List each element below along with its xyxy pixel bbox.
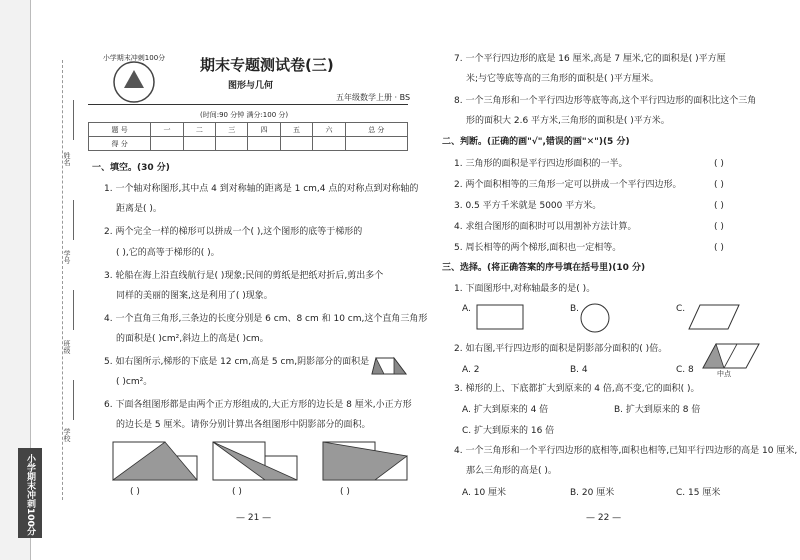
- name-label: 姓名: [63, 152, 71, 166]
- q1-line2: 距离是( )。: [116, 204, 162, 214]
- score-head: 题 号: [89, 123, 151, 137]
- judge-3-paren[interactable]: ( ): [714, 201, 724, 211]
- score-cell[interactable]: [345, 137, 407, 151]
- score-head: 四: [248, 123, 280, 137]
- score-cell[interactable]: [313, 137, 345, 151]
- choice-1-circle: [580, 303, 610, 333]
- choice-1-rectangle: [476, 304, 524, 330]
- choice-4-line1: 4. 一个三角形和一个平行四边形的底相等,面积也相等,已知平行四边形的高是 10 厘米,: [454, 446, 798, 456]
- choice-1-opt-c[interactable]: C.: [676, 304, 686, 314]
- judge-5-paren[interactable]: ( ): [714, 243, 724, 253]
- judge-3: 3. 0.5 平方千米就是 5000 平方米。: [454, 201, 602, 211]
- q8-line2: 形的面积大 2.6 平方米,三角形的面积是( )平方米。: [466, 116, 670, 126]
- score-cell[interactable]: [151, 137, 183, 151]
- judge-2: 2. 两个面积相等的三角形一定可以拼成一个平行四边形。: [454, 180, 682, 190]
- q6-figure-3: [322, 441, 408, 481]
- section-choice: 三、选择。(将正确答案的序号填在括号里)(10 分): [442, 263, 646, 273]
- page-subtitle: 图形与几何: [228, 81, 274, 91]
- choice-4-opt-a[interactable]: A. 10 厘米: [462, 488, 507, 498]
- choice-3: 3. 梯形的上、下底都扩大到原来的 4 倍,高不变,它的面积( )。: [454, 384, 700, 394]
- q6-figure-1: [112, 441, 198, 481]
- q6-line1: 6. 下面各组图形都是由两个正方形组成的,大正方形的边长是 8 厘米,小正方形: [104, 400, 412, 410]
- q1-line1: 1. 一个轴对称图形,其中点 4 到对称轴的距离是 1 cm,4 点的对称点到对称轴的: [104, 184, 419, 194]
- q7-line2: 米;与它等底等高的三角形的面积是( )平方厘米。: [466, 74, 659, 84]
- choice-2-opt-b[interactable]: B. 4: [570, 365, 588, 375]
- q6-answer-1[interactable]: ( ): [130, 487, 140, 497]
- q4-line2: 的面积是( )cm²,斜边上的高是( )cm。: [116, 334, 269, 344]
- score-head: 二: [183, 123, 215, 137]
- choice-1-parallelogram: [688, 304, 740, 330]
- page-number-left: — 21 —: [236, 513, 272, 523]
- judge-5: 5. 周长相等的两个梯形,面积也一定相等。: [454, 243, 622, 253]
- judge-4: 4. 求组合图形的面积时可以用割补方法计算。: [454, 222, 637, 232]
- choice-3-opt-c[interactable]: C. 扩大到原来的 16 倍: [462, 426, 555, 436]
- score-cell[interactable]: [280, 137, 312, 151]
- class-label: 班级: [63, 340, 71, 354]
- q2-line2: ( ),它的高等于梯形的( )。: [116, 248, 220, 258]
- q6-figure-2: [212, 441, 298, 481]
- score-head: 三: [216, 123, 248, 137]
- q5-line2: ( )cm²。: [116, 377, 153, 387]
- logo-graphic: [100, 52, 168, 104]
- choice-4-line2: 那么三角形的高是( )。: [466, 466, 557, 476]
- score-head: 一: [151, 123, 183, 137]
- student-id-label: 学号: [63, 250, 71, 264]
- choice-1: 1. 下面图形中,对称轴最多的是( )。: [454, 284, 596, 294]
- grade-label: 五年级数学上册 · BS: [336, 93, 411, 102]
- choice-4-opt-c[interactable]: C. 15 厘米: [676, 488, 721, 498]
- q7-line1: 7. 一个平行四边形的底是 16 厘米,高是 7 厘米,它的面积是( )平方厘: [454, 54, 726, 64]
- choice-2-figure: [702, 343, 760, 369]
- score-row-label: 得 分: [89, 137, 151, 151]
- choice-1-opt-b[interactable]: B.: [570, 304, 580, 314]
- school-label: 学校: [63, 428, 71, 442]
- page-number-right: — 22 —: [586, 513, 622, 523]
- q3-line2: 同样的美丽的图案,这是利用了( )现象。: [116, 291, 273, 301]
- q6-answer-2[interactable]: ( ): [232, 487, 242, 497]
- header-rule: [88, 104, 408, 105]
- score-head: 五: [280, 123, 312, 137]
- score-table: [88, 122, 408, 151]
- q3-line1: 3. 轮船在海上沿直线航行是( )现象;民间的剪纸是把纸对折后,剪出多个: [104, 271, 384, 281]
- choice-1-opt-a[interactable]: A.: [462, 304, 471, 314]
- score-head: 总 分: [345, 123, 407, 137]
- logo-text: 小学期末冲刺100分: [102, 54, 166, 62]
- class-blank[interactable]: [73, 290, 75, 330]
- midpoint-label: 中点: [717, 370, 731, 378]
- time-note: (时间:90 分钟 满分:100 分): [200, 111, 289, 119]
- score-cell[interactable]: [183, 137, 215, 151]
- q6-line2: 的边长是 5 厘米。请你分别计算出各组图形中阴影部分的面积。: [116, 420, 371, 430]
- q5-trapezoid-figure: [370, 356, 408, 376]
- judge-1: 1. 三角形的面积是平行四边形面积的一半。: [454, 159, 628, 169]
- name-blank[interactable]: [73, 100, 75, 140]
- choice-3-opt-b[interactable]: B. 扩大到原来的 8 倍: [614, 405, 701, 415]
- score-cell[interactable]: [248, 137, 280, 151]
- score-cell[interactable]: [216, 137, 248, 151]
- q2-line1: 2. 两个完全一样的梯形可以拼成一个( ),这个图形的底等于梯形的: [104, 227, 363, 237]
- score-head: 六: [313, 123, 345, 137]
- id-blank[interactable]: [73, 200, 75, 240]
- choice-3-opt-a[interactable]: A. 扩大到原来的 4 倍: [462, 405, 549, 415]
- series-logo: [100, 52, 168, 104]
- choice-2-opt-c[interactable]: C. 8: [676, 365, 694, 375]
- q4-line1: 4. 一个直角三角形,三条边的长度分别是 6 cm、8 cm 和 10 cm,这个直角三角形: [104, 314, 428, 324]
- q8-line1: 8. 一个三角形和一个平行四边形等底等高,这个平行四边形的面积比这个三角: [454, 96, 757, 106]
- judge-2-paren[interactable]: ( ): [714, 180, 724, 190]
- choice-2: 2. 如右图,平行四边形的面积是阴影部分面积的( )倍。: [454, 344, 668, 354]
- section-judge: 二、判断。(正确的画"√",错误的画"✕")(5 分): [442, 137, 630, 147]
- q5-line1: 5. 如右图所示,梯形的下底是 12 cm,高是 5 cm,阴影部分的面积是: [104, 357, 370, 367]
- q6-answer-3[interactable]: ( ): [340, 487, 350, 497]
- section-fill-blank: 一、填空。(30 分): [92, 163, 170, 173]
- choice-4-opt-b[interactable]: B. 20 厘米: [570, 488, 615, 498]
- page-title: 期末专题测试卷(三): [200, 56, 334, 74]
- judge-4-paren[interactable]: ( ): [714, 222, 724, 232]
- school-blank[interactable]: [73, 380, 75, 420]
- choice-2-opt-a[interactable]: A. 2: [462, 365, 480, 375]
- judge-1-paren[interactable]: ( ): [714, 159, 724, 169]
- strip-logo: 小学期末冲刺100分: [18, 448, 42, 538]
